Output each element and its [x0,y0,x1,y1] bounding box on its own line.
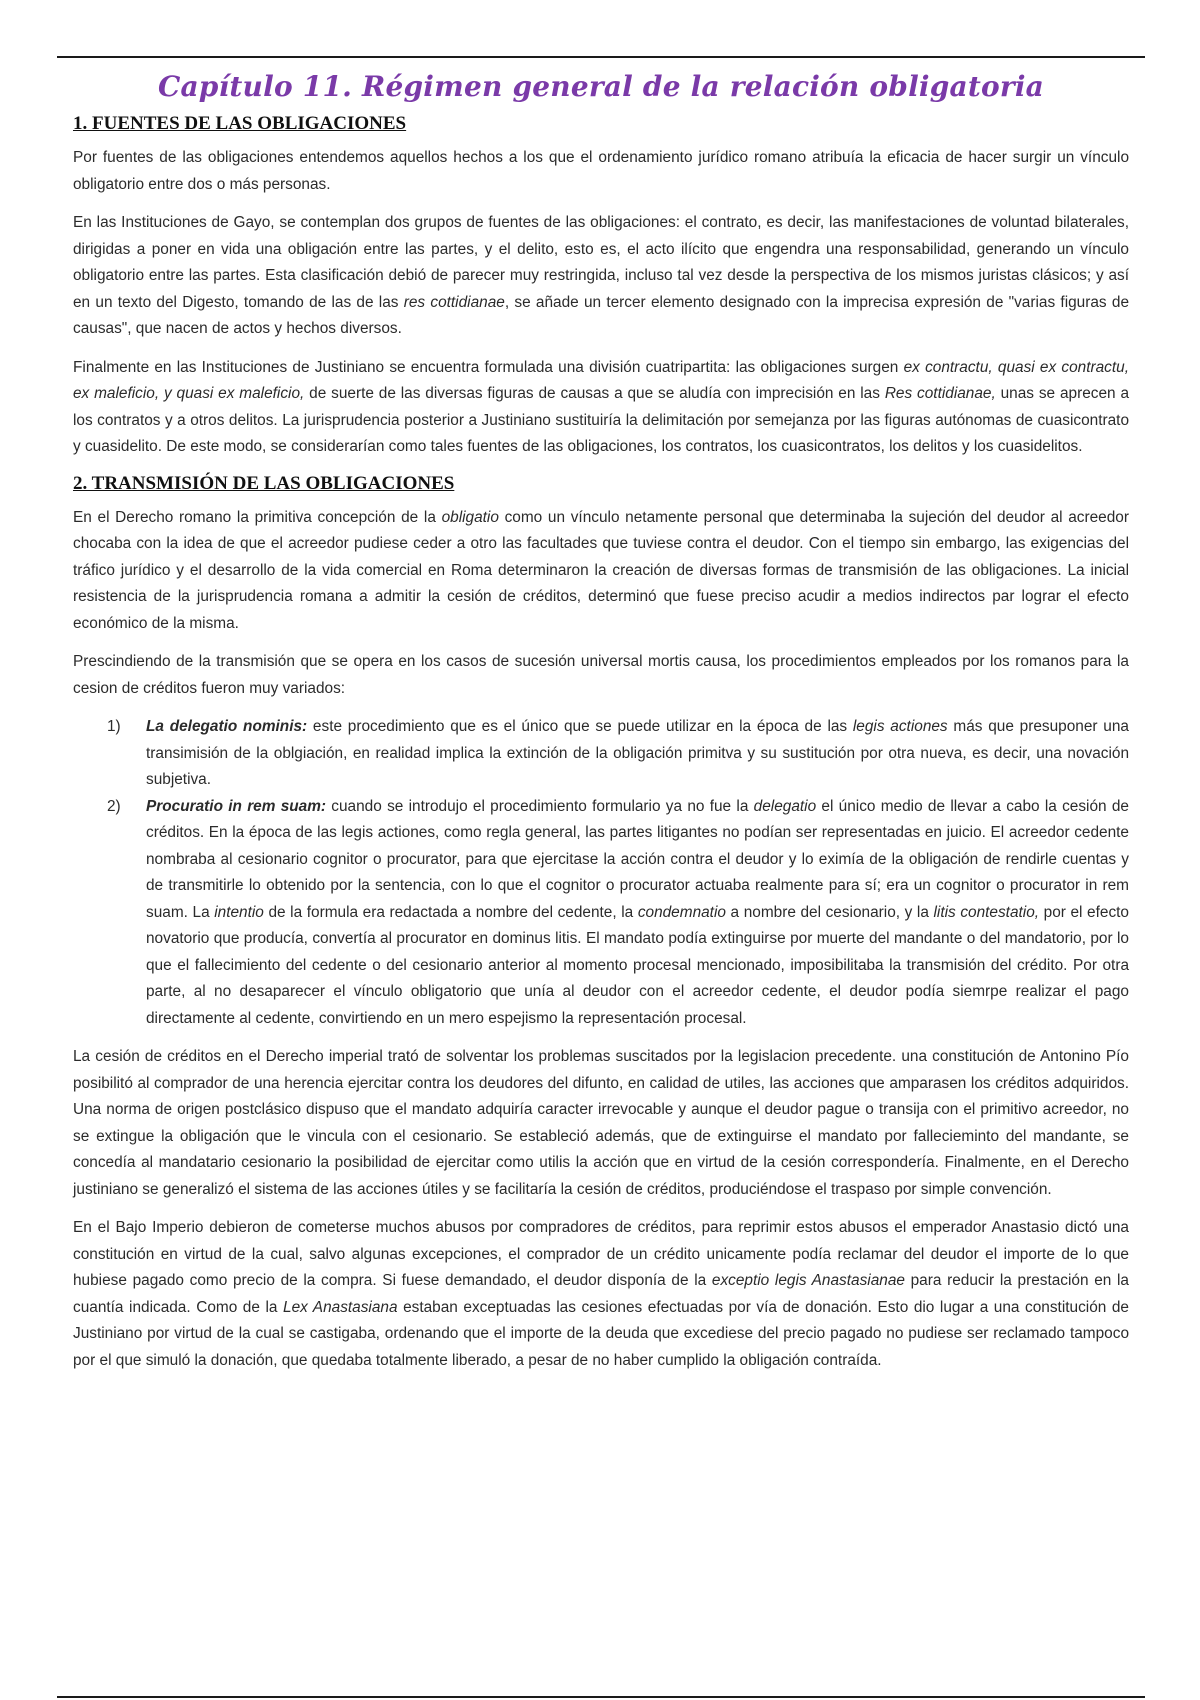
paragraph: En el Bajo Imperio debieron de cometerse muchos abusos por compradores de créditos, para reprimir estos abusos el emperador Anastasio dictó una constitución en virtud de la cual, salvo algunas excepciones, el comprador de un crédito unicamente podía reclamar del deudor el importe de lo que hubiese pagado como precio de la compra. Si fuese demandado, el deudor disponía de la exceptio legis Anastasianae para reducir la prestación en la cuantía indicada. Como de la Lex Anastasiana estaban exceptuadas las cesiones efectuadas por vía de donación. Esto dio lugar a una constitución de Justiniano por virtud de la cual se castigaba, ordenando que el importe de la deuda que excediese del precio pagado no pudiese ser reclamado tampoco por el que simuló la donación, que quedaba totalmente liberado, a pesar de no haber cumplido la obligación contraída. [73,1219,1129,1369]
paragraph: Prescindiendo de la transmisión que se opera en los casos de sucesión universal mortis causa, los procedimientos empleados por los romanos para la cesion de créditos fueron muy variados: [73,653,1129,697]
paragraph: En el Derecho romano la primitiva concepción de la obligatio como un vínculo netamente personal que determinaba la sujeción del deudor al acreedor chocaba con la idea de que el acreedor pudiese ceder a otro las facultades que tuviese contra el deudor. Con el tiempo sin embargo, las exigencias del tráfico jurídico y el desarrollo de la vida comercial en Roma determinaron la creación de diversas formas de transmisión de las obligaciones. La inicial resistencia de la jurisprudencia romana a admitir la cesión de créditos, determinó que fuese preciso acudir a medios indirectos par lograr el efecto económico de la misma. [73,508,1129,632]
list-item: 2) Procuratio in rem suam: cuando se introdujo el procedimiento formulario ya no fue la delegatio el único medio de llevar a cabo la cesión de créditos. En la época de las legis actiones, como regla general, las partes litigantes no podían ser representadas en juicio. El acreedor cedente nombraba al cesionario cognitor o procurator, para que ejercitase la acción contra el deudor y lo eximía de la obligación de rendirle cuentas y de transmitirle lo obtenido por la sentencia, con lo que el cognitor o procurator actuaba realmente para sí; era un cognitor o procurator in rem suam. La intentio de la formula era redactada a nombre del cedente, la condemnatio a nombre del cesionario, y la litis contestatio, por el efecto novatorio que producía, convertía al procurator en dominus litis. El mandato podía extinguirse por muerte del mandante o del mandatorio, por lo que el fallecimiento del cedente o del cesionario anterior al momento procesal mencionado, imposibilitaba la transmisión del crédito. Por otra parte, al no desaparecer el vínculo obligatorio que unía al deudor con el acreedor cedente, el deudor podía siemrpe realizar el pago directamente al cedente, convirtiendo en un mero espejismo la representación procesal. [107,797,1129,1027]
top-rule [57,56,1145,58]
paragraph: En las Instituciones de Gayo, se contemplan dos grupos de fuentes de las obligaciones: el contrato, es decir, las manifestaciones de voluntad bilaterales, dirigidas a poner en vida una obligación entre las partes, y el delito, esto es, el acto ilícito que engendra una responsabilidad, generando un vínculo obligatorio entre las partes. Esta clasificación debió de parecer muy restringida, incluso tal vez desde la perspectiva de los mismos juristas clásicos; y así en un texto del Digesto, tomando de las de las res cottidianae, se añade un tercer elemento designado con la imprecisa expresión de "varias figuras de causas", que nacen de actos y hechos diversos. [73,214,1129,337]
bottom-rule [57,1696,1145,1698]
paragraph: Por fuentes de las obligaciones entendemos aquellos hechos a los que el ordenamiento jurídico romano atribuía la eficacia de hacer surgir un vínculo obligatorio entre dos o más personas. [73,149,1129,193]
paragraph: La cesión de créditos en el Derecho imperial trató de solventar los problemas suscitados por la legislacion precedente. una constitución de Antonino Pío posibilitó al comprador de una herencia ejercitar contra los deudores del difunto, en calidad de utiles, las acciones que amparasen los créditos adquiridos. Una norma de origen postclásico dispuso que el mandato adquiría caracter irrevocable y aunque el deudor pague o transija con el primitivo acreedor, no se extingue la obligación que le vincula con el cesionario. Se estableció además, que de extinguirse el mandato por fallecieminto del mandante, se concedía al mandatario cesionario la posibilidad de ejercitar como utilis la acción que en virtud de la cesión correspondería. Finalmente, en el Derecho justiniano se generalizó el sistema de las acciones útiles y se facilitaría la cesión de créditos, produciéndose el traspaso por simple convención. [73,1048,1129,1198]
section-heading-transmision: 2. TRANSMISIÓN DE LAS OBLIGACIONES [73,472,455,494]
document-body [73,70,1129,1386]
procedures-list [73,714,1129,1032]
chapter-title: Capítulo 11. Régimen general de la relación obligatoria [157,70,1044,103]
section-heading-fuentes: 1. FUENTES DE LAS OBLIGACIONES [73,113,407,134]
list-item: 1) La delegatio nominis: este procedimiento que es el único que se puede utilizar en la época de las legis actiones más que presuponer una transimisión de la oblgiación, en realidad implica la extinción de la obligación primitva y su sustitución por otra nueva, es decir, una novación subjetiva. [107,718,1129,788]
paragraph: Finalmente en las Instituciones de Justiniano se encuentra formulada una división cuatripartita: las obligaciones surgen ex contractu, quasi ex contractu, ex maleficio, y quasi ex maleficio, de suerte de las diversas figuras de causas a que se aludía con imprecisión en las Res cottidianae, unas se aprecen a los contratos y a otros delitos. La jurisprudencia posterior a Justiniano sustituiría la delimitación por semejanza por las figuras autónomas de cuasicontrato y cuasidelito. De este modo, se considerarían como tales fuentes de las obligaciones, los contratos, los cuasicontratos, los delitos y los cuasidelitos. [73,358,1129,455]
